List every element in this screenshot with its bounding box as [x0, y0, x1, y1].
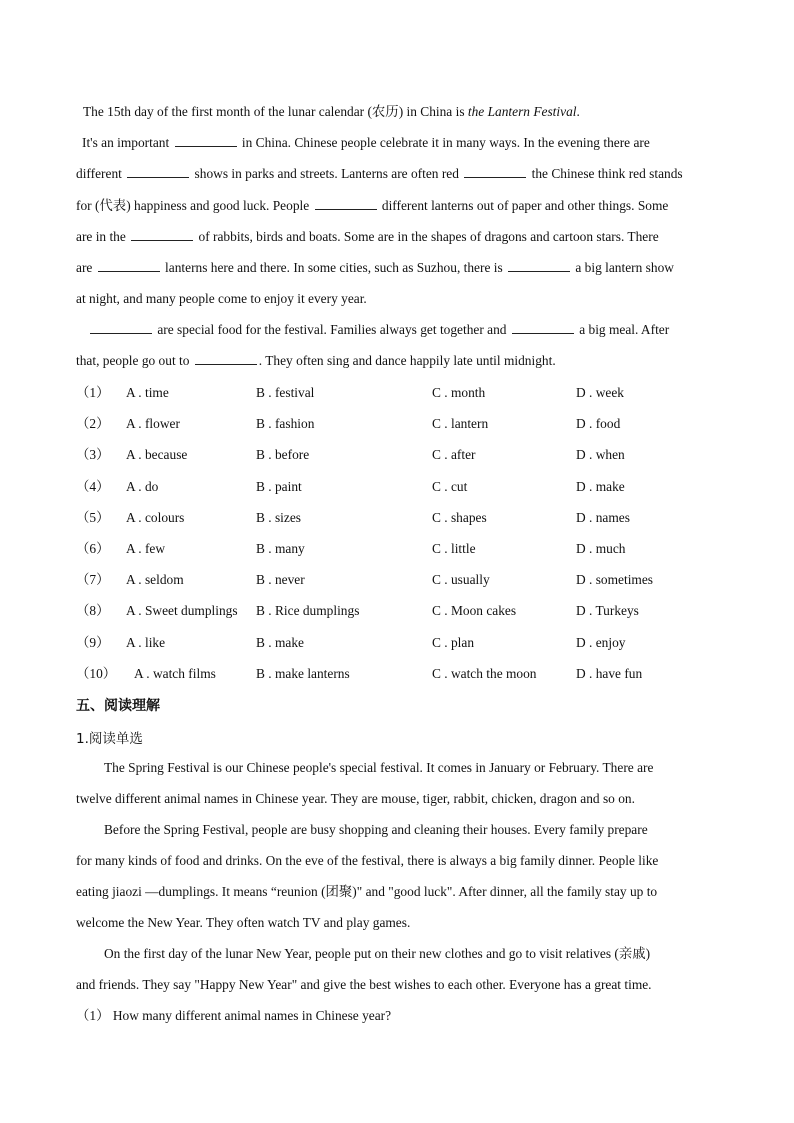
- option-d[interactable]: D . much: [576, 541, 626, 556]
- option-c[interactable]: C . watch the moon: [432, 665, 537, 681]
- option-a[interactable]: A . colours: [126, 509, 185, 525]
- cloze-line-7: at night, and many people come to enjoy it every year.: [76, 291, 367, 306]
- option-a[interactable]: A . flower: [126, 416, 180, 432]
- option-b[interactable]: B . before: [256, 447, 310, 463]
- option-c[interactable]: C . plan: [432, 634, 475, 650]
- option-row: [76, 509, 736, 529]
- option-c[interactable]: C . month: [432, 385, 486, 400]
- passage-line: welcome the New Year. They often watch TV and play games.: [76, 915, 411, 930]
- option-row: [76, 571, 736, 591]
- option-c[interactable]: C . cut: [432, 478, 468, 494]
- blank-8[interactable]: [90, 322, 152, 334]
- option-row: [76, 634, 736, 654]
- question-number: （1）: [76, 385, 110, 400]
- reading-passage: [76, 752, 736, 1031]
- cloze-line-2: It's an important in China. Chinese people celebrate it in many ways. In the evening there are: [82, 135, 650, 150]
- option-d[interactable]: D . when: [576, 447, 625, 463]
- option-b[interactable]: B . Rice dumplings: [256, 603, 360, 619]
- question-number: （9）: [76, 634, 110, 650]
- option-a[interactable]: A . watch films: [134, 665, 216, 681]
- option-d[interactable]: D . make: [576, 478, 625, 494]
- option-d[interactable]: D . enjoy: [576, 634, 626, 650]
- passage-line: Before the Spring Festival, people are busy shopping and cleaning their houses. Every family prepare: [104, 822, 648, 837]
- subsection-title: 1.阅读单选: [76, 731, 143, 747]
- option-row: [76, 540, 736, 560]
- option-a[interactable]: A . do: [126, 478, 159, 494]
- option-b[interactable]: B . fashion: [256, 416, 315, 432]
- option-c[interactable]: C . lantern: [432, 416, 489, 432]
- option-c[interactable]: C . shapes: [432, 509, 487, 525]
- passage-line: twelve different animal names in Chinese year. They are mouse, tiger, rabbit, chicken, dragon and so on.: [76, 791, 635, 806]
- blank-5[interactable]: [131, 229, 193, 241]
- option-d[interactable]: D . Turkeys: [576, 603, 639, 619]
- option-b[interactable]: B . paint: [256, 478, 302, 494]
- option-a[interactable]: A . because: [126, 447, 188, 463]
- option-a[interactable]: A . time: [126, 385, 169, 400]
- question-number: （4）: [76, 478, 110, 494]
- question-number: （6）: [76, 541, 110, 556]
- option-b[interactable]: B . make: [256, 634, 304, 650]
- blank-7[interactable]: [508, 260, 570, 272]
- option-row: [76, 446, 736, 466]
- question-number: （7）: [76, 572, 110, 588]
- option-b[interactable]: B . festival: [256, 385, 315, 400]
- option-d[interactable]: D . food: [576, 416, 621, 432]
- cloze-line-1: The 15th day of the first month of the lunar calendar (农历) in China is the Lantern Festival.: [83, 104, 580, 119]
- question-number: （8）: [76, 603, 110, 619]
- passage-line: for many kinds of food and drinks. On the eve of the festival, there is always a big family dinner. People like: [76, 853, 659, 868]
- blank-6[interactable]: [98, 260, 160, 272]
- cloze-line-4: for (代表) happiness and good luck. People different lanterns out of paper and other things. Some: [76, 198, 669, 213]
- option-c[interactable]: C . Moon cakes: [432, 603, 517, 619]
- blank-4[interactable]: [315, 198, 377, 210]
- passage-line: and friends. They say "Happy New Year" and give the best wishes to each other. Everyone has a great time.: [76, 977, 652, 992]
- option-d[interactable]: D . sometimes: [576, 572, 653, 588]
- option-row: [76, 478, 736, 498]
- option-b[interactable]: B . never: [256, 572, 305, 588]
- passage-line: eating jiaozi —dumplings. It means “reunion (团聚)" and "good luck". After dinner, all the family stay up to: [76, 884, 658, 899]
- blank-9[interactable]: [512, 322, 574, 334]
- option-b[interactable]: B . sizes: [256, 509, 302, 525]
- section-title: 五、阅读理解: [76, 698, 160, 714]
- question-number: （2）: [76, 416, 110, 432]
- option-c[interactable]: C . usually: [432, 572, 490, 588]
- blank-3[interactable]: [464, 166, 526, 178]
- blank-2[interactable]: [127, 166, 189, 178]
- option-d[interactable]: D . names: [576, 509, 630, 525]
- cloze-line-6: are lanterns here and there. In some cities, such as Suzhou, there is a big lantern show: [76, 260, 674, 275]
- option-row: [76, 415, 736, 435]
- option-b[interactable]: B . make lanterns: [256, 665, 350, 681]
- question-number: （5）: [76, 509, 110, 525]
- blank-10[interactable]: [195, 353, 257, 365]
- question-number: （10）: [76, 665, 117, 681]
- option-c[interactable]: C . after: [432, 447, 476, 463]
- cloze-line-8: are special food for the festival. Families always get together and a big meal. After: [88, 321, 738, 339]
- cloze-line-5: are in the of rabbits, birds and boats. Some are in the shapes of dragons and cartoon stars. There: [76, 229, 659, 244]
- option-a[interactable]: A . Sweet dumplings: [126, 603, 238, 619]
- option-a[interactable]: A . seldom: [126, 572, 184, 588]
- option-d[interactable]: D . have fun: [576, 665, 643, 681]
- option-row: [76, 665, 736, 685]
- option-row: [76, 602, 736, 622]
- question-line: （1） How many different animal names in Chinese year?: [76, 1008, 392, 1023]
- passage-line: The Spring Festival is our Chinese people's special festival. It comes in January or February. There are: [104, 760, 654, 775]
- option-d[interactable]: D . week: [576, 385, 624, 400]
- option-c[interactable]: C . little: [432, 541, 476, 556]
- option-a[interactable]: A . like: [126, 634, 166, 650]
- option-a[interactable]: A . few: [126, 541, 166, 556]
- cloze-line-9: that, people go out to . They often sing and dance happily late until midnight.: [76, 353, 556, 368]
- passage-line: On the first day of the lunar New Year, people put on their new clothes and go to visit relatives (亲戚): [104, 946, 651, 961]
- blank-1[interactable]: [175, 135, 237, 147]
- option-b[interactable]: B . many: [256, 541, 305, 556]
- cloze-line-3: different shows in parks and streets. Lanterns are often red the Chinese think red stands: [76, 166, 683, 181]
- question-number: （3）: [76, 447, 110, 463]
- option-row: [76, 384, 736, 404]
